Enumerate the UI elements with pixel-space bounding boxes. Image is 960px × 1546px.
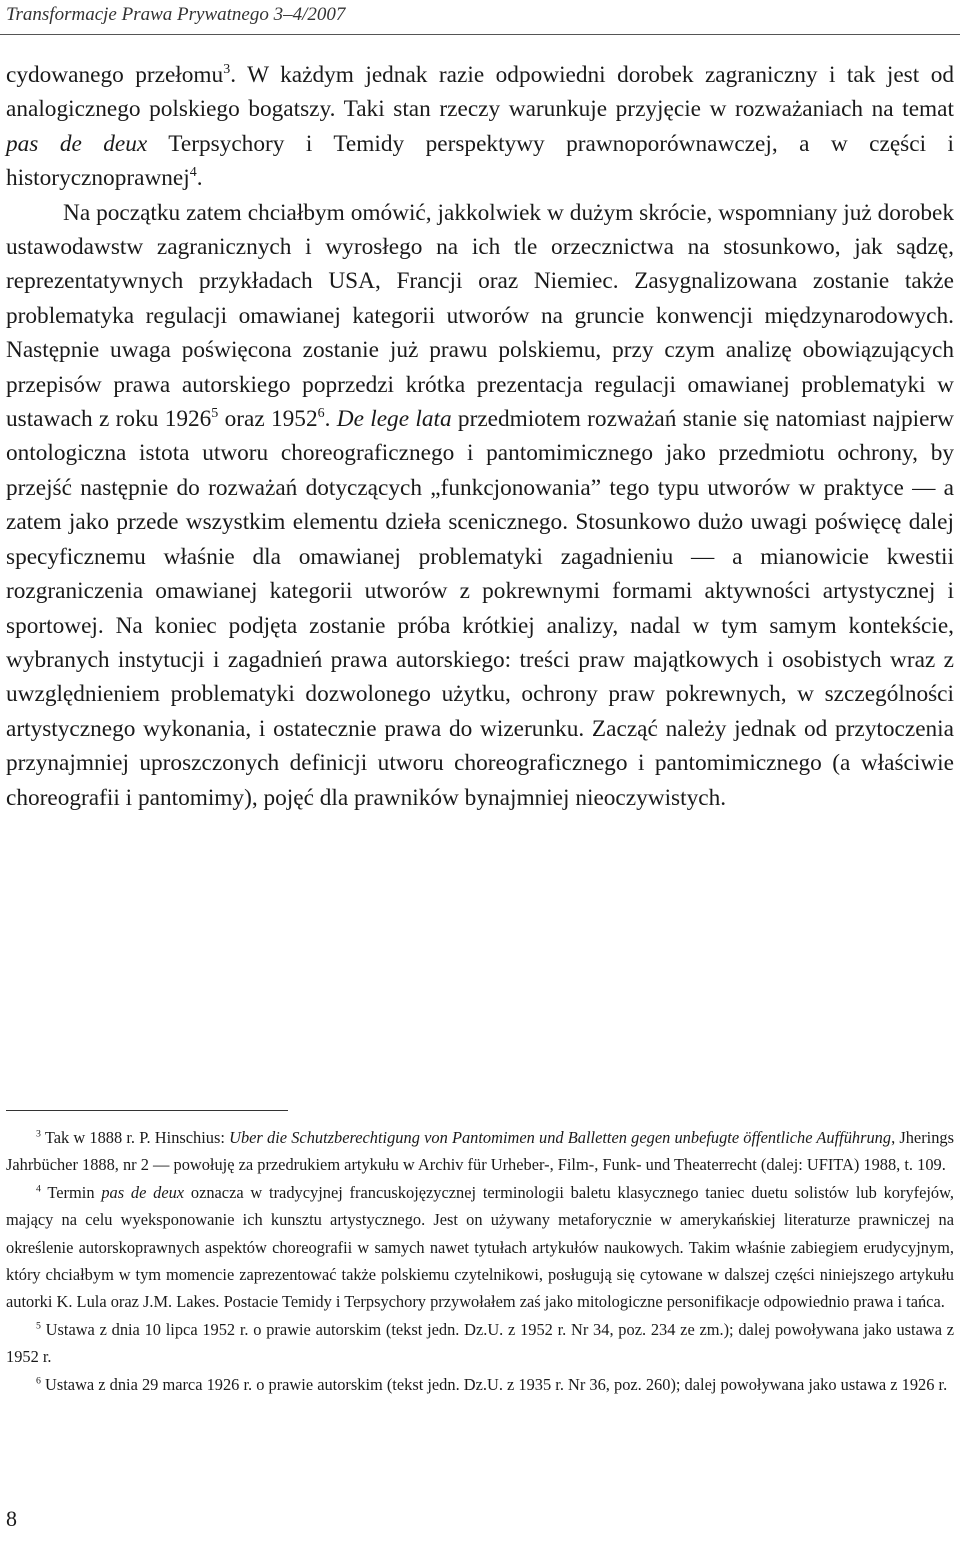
italic-term: De lege lata	[336, 406, 452, 433]
footnote-5	[6, 1316, 954, 1371]
footnote-ref-6[interactable]: 6	[317, 406, 325, 422]
footnote-number: 4	[36, 1183, 41, 1195]
page-number: 8	[6, 1506, 17, 1531]
footnote-ref-4[interactable]: 4	[189, 165, 197, 181]
header-rule	[0, 34, 960, 35]
italic-term: pas de deux	[6, 130, 148, 157]
text-run: Na początku zatem chciałbym omówić, jakkolwiek w dużym skrócie, wspomniany już dorobek ustawodawstw zagranicznych i wyrosłego na ich tle orzecznictwa na stosunkowo, jak sądzę, reprezentatywnych przykładach USA, Francji oraz Niemiec. Zasygnalizowana zostanie także problematyka regulacji omawianej kategorii utworów na gruncie konwencji międzynarodowych. Następnie uwaga poświęcona zostanie już prawu polskiemu, przy czym analizę obowiązujących przepisów prawa autorskiego poprzedzi krótka prezentacja regulacji omawianej problematyki w ustawach z roku 1926	[6, 199, 954, 433]
footnote-ref-5[interactable]: 5	[211, 406, 219, 422]
footnote-rule	[6, 1110, 288, 1111]
text-run: .	[196, 165, 203, 192]
footnote-number: 3	[36, 1128, 41, 1140]
text-run: Ustawa z dnia 10 lipca 1952 r. o prawie autorskim (tekst jedn. Dz.U. z 1952 r. Nr 34, poz. 234 ze zm.); dalej powoływana jako ustawa z 1952 r.	[6, 1319, 954, 1367]
text-run: . W każdym jednak razie odpowiedni dorobek zagraniczny i tak jest od analogicznego polskiego bogatszy. Taki stan rzeczy warunkuje przyjęcie w rozważaniach na temat	[6, 62, 954, 123]
text-run: cydowanego przełomu	[6, 62, 224, 88]
footnote-3	[6, 1124, 954, 1179]
running-title: Transformacje Prawa Prywatnego 3–4/2007	[6, 4, 346, 25]
footnote-number: 6	[36, 1375, 41, 1387]
text-run: przedmiotem rozważań stanie się natomiast najpierw ontologiczna istota utworu choreograficznego i pantomimicznego jako przedmiotu ochrony, by przejść następnie do rozważań dotyczących „funkcjonowania” tego typu utworów w praktyce — a zatem jako przede wszystkim elementu dzieła scenicznego. Stosunkowo dużo uwagi poświęcę dalej specyficznemu właśnie dla omawianej problematyki zagadnieniu — a mianowicie kwestii rozgraniczenia omawianej kategorii utworów z pokrewnymi formami aktywności artystycznej i sportowej. Na koniec podjęta zostanie próba krótkiej analizy, nadal w tym samym kontekście, wybranych instytucji i zagadnień prawa autorskiego: treści praw majątkowych i osobistych wraz z uwzględnieniem problematyki dozwolonego użytku, ochrony praw pokrewnych, w szczególności artystycznego wykonania, i ostatecznie prawa do wizerunku. Zacząć należy jednak od przytoczenia przynajmniej uproszczonych definicji utworu choreograficznego i pantomimicznego (a właściwie choreografii i pantomimy), pojęć dla prawników bynajmniej nieoczywistych.	[6, 406, 955, 811]
text-run: Termin	[40, 1182, 102, 1202]
footnote-number: 5	[36, 1320, 41, 1332]
text-run: Tak w 1888 r. P. Hinschius:	[40, 1128, 230, 1147]
text-run: Ustawa z dnia 29 marca 1926 r. o prawie autorskim (tekst jedn. Dz.U. z 1935 r. Nr 36, poz. 260); dalej powoływana jako ustawa z 1926 r.	[40, 1374, 948, 1394]
paragraph-1	[6, 58, 954, 196]
footnotes	[6, 1124, 954, 1398]
paragraph-2	[6, 196, 954, 815]
text-run: .	[324, 406, 337, 433]
text-run: , Jherings Jahrbücher 1888, nr 2 — powołuję za przedrukiem artykułu w Archiv für Urheber-, Film-, Funk- und Theaterrecht (dalej: UFITA) 1988, t. 109.	[6, 1128, 954, 1175]
footnote-ref-3[interactable]: 3	[223, 62, 231, 78]
footnote-6	[6, 1371, 954, 1398]
footnote-4	[6, 1179, 954, 1316]
main-text	[6, 58, 954, 815]
text-run: oraz 1952	[218, 406, 318, 433]
text-run: Terpsychory i Temidy perspektywy prawnoporównawczej, a w części i historycznoprawnej	[6, 130, 954, 192]
italic-title: Uber die Schutzberechtigung von Pantomimen und Balletten gegen unbefugte öffentliche Aufführung	[229, 1128, 892, 1147]
text-run: oznacza w tradycyjnej francuskojęzycznej terminologii baletu klasycznego taniec duetu solistów lub koryfejów, mający na celu wyeksponowanie ich kunsztu artystycznego. Jest on używany metaforycznie w amerykańskiej literaturze prawniczej na określenie autorskoprawnych aspektów choreografii w samych nawet tytułach artykułów naukowych. Takim właśnie zabiegiem erudycyjnym, który chciałbym w tym momencie zaprezentować także polskiemu czytelnikowi, posługują się cytowane w dalszej części niniejszego artykułu autorki K. Lula oraz J.M. Lakes. Postacie Temidy i Terpsychory przywołałem zaś jako mitologiczne personifikacje odpowiednio prawa i tańca.	[6, 1182, 954, 1312]
italic-term: pas de deux	[101, 1182, 185, 1202]
